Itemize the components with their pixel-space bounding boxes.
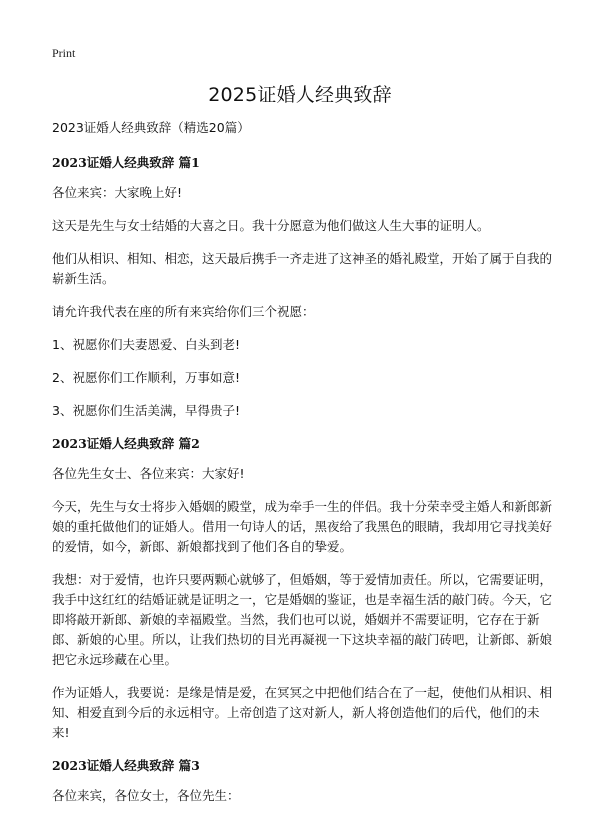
print-link[interactable]: Print: [52, 46, 76, 60]
paragraph: 各位来宾：大家晚上好!: [52, 185, 183, 200]
document-body: [52, 118, 552, 819]
list-item: 3、祝愿你们生活美满，早得贵子!: [52, 403, 240, 418]
section-2: [52, 434, 552, 743]
paragraph: 今天，先生与女士将步入婚姻的殿堂，成为牵手一生的伴侣。我十分荣幸受主婚人和新郎新娘的重托做他们的证婚人。借用一句诗人的话，黑夜给了我黑色的眼睛，我却用它寻找美好的爱情，如今，新郎、新娘都找到了他们各自的挚爱。: [52, 499, 553, 554]
section-heading: 2023证婚人经典致辞 篇2: [52, 436, 200, 451]
page-title: 2025证婚人经典致辞: [208, 84, 392, 106]
list-item: 2、祝愿你们工作顺利，万事如意!: [52, 370, 240, 385]
section-heading: 2023证婚人经典致辞 篇1: [52, 155, 200, 170]
paragraph: 各位先生女士、各位来宾：大家好!: [52, 466, 245, 481]
section-heading: 2023证婚人经典致辞 篇3: [52, 758, 200, 773]
paragraph: 请允许我代表在座的所有来宾给你们三个祝愿：: [52, 304, 315, 319]
paragraph: 各位来宾，各位女士，各位先生：: [52, 788, 240, 803]
paragraph: 他们从相识、相知、相恋，这天最后携手一齐走进了这神圣的婚礼殿堂，开始了属于自我的崭新生活。: [52, 251, 553, 286]
paragraph: 这天是先生与女士结婚的大喜之日。我十分愿意为他们做这人生大事的证明人。: [52, 218, 490, 233]
paragraph: 作为证婚人，我要说：是缘是情是爱，在冥冥之中把他们结合在了一起，使他们从相识、相知、相爱直到今后的永远相守。上帝创造了这对新人，新人将创造他们的后代，他们的未来!: [52, 685, 553, 740]
list-item: 1、祝愿你们夫妻恩爱、白头到老!: [52, 337, 240, 352]
paragraph: 我想：对于爱情，也许只要两颗心就够了，但婚姻，等于爱情加责任。所以，它需要证明，我手中这红红的结婚证就是证明之一，它是婚姻的鉴证，也是幸福生活的敲门砖。今天，它即将敲开新郎、新娘的幸福殿堂。当然，我们也可以说，婚姻并不需要证明，它存在于新郎、新娘的心里。所以，让我们热切的目光再凝视一下这块幸福的敲门砖吧，让新郎、新娘把它永远珍藏在心里。: [52, 572, 553, 667]
section-3: [52, 756, 552, 806]
document-subtitle: 2023证婚人经典致辞（精选20篇）: [52, 120, 250, 135]
section-1: [52, 153, 552, 421]
